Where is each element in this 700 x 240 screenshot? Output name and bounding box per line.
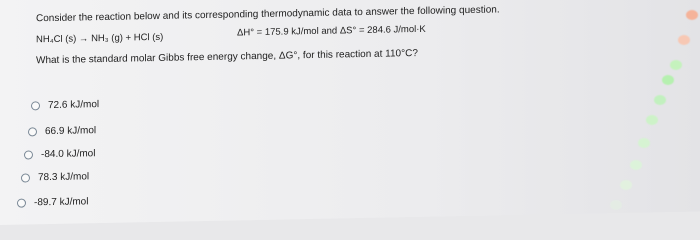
thermodynamic-data: ΔH° = 175.9 kJ/mol and ΔS° = 284.6 J/mol·K [237,23,426,39]
answer-option-2[interactable] [28,125,96,137]
answer-option-label: 66.9 kJ/mol [45,125,97,138]
question-ask: What is the standard molar Gibbs free energy change, ΔG°, for this reaction at 110°C? [36,47,418,67]
answer-option-4[interactable] [21,171,89,183]
answer-option-3[interactable] [24,148,95,160]
screen-edge-glare [560,0,700,225]
answer-option-1[interactable] [31,99,99,111]
glare-dot [654,95,666,105]
question-prompt: Consider the reaction below and its corresponding thermodynamic data to answer the following question. [36,4,500,25]
answer-option-5[interactable] [17,196,88,208]
radio-icon[interactable] [24,150,33,159]
glare-dot [670,60,682,70]
radio-icon[interactable] [31,101,40,110]
glare-dot [686,10,698,20]
glare-dot [630,160,642,170]
answer-option-label: -89.7 kJ/mol [34,196,89,209]
glare-dot [662,75,674,85]
glare-dot [638,138,650,148]
reaction-equation: NH₄Cl (s) → NH₃ (g) + HCl (s) [36,31,164,46]
glare-dot [646,115,658,125]
radio-icon[interactable] [17,199,26,208]
answer-option-label: -84.0 kJ/mol [41,148,96,161]
answer-option-label: 72.6 kJ/mol [48,99,100,112]
glare-dot [678,35,690,45]
radio-icon[interactable] [28,127,37,136]
glare-dot [620,180,632,190]
answer-option-label: 78.3 kJ/mol [38,171,90,184]
radio-icon[interactable] [21,173,30,182]
glare-dot [610,200,622,210]
